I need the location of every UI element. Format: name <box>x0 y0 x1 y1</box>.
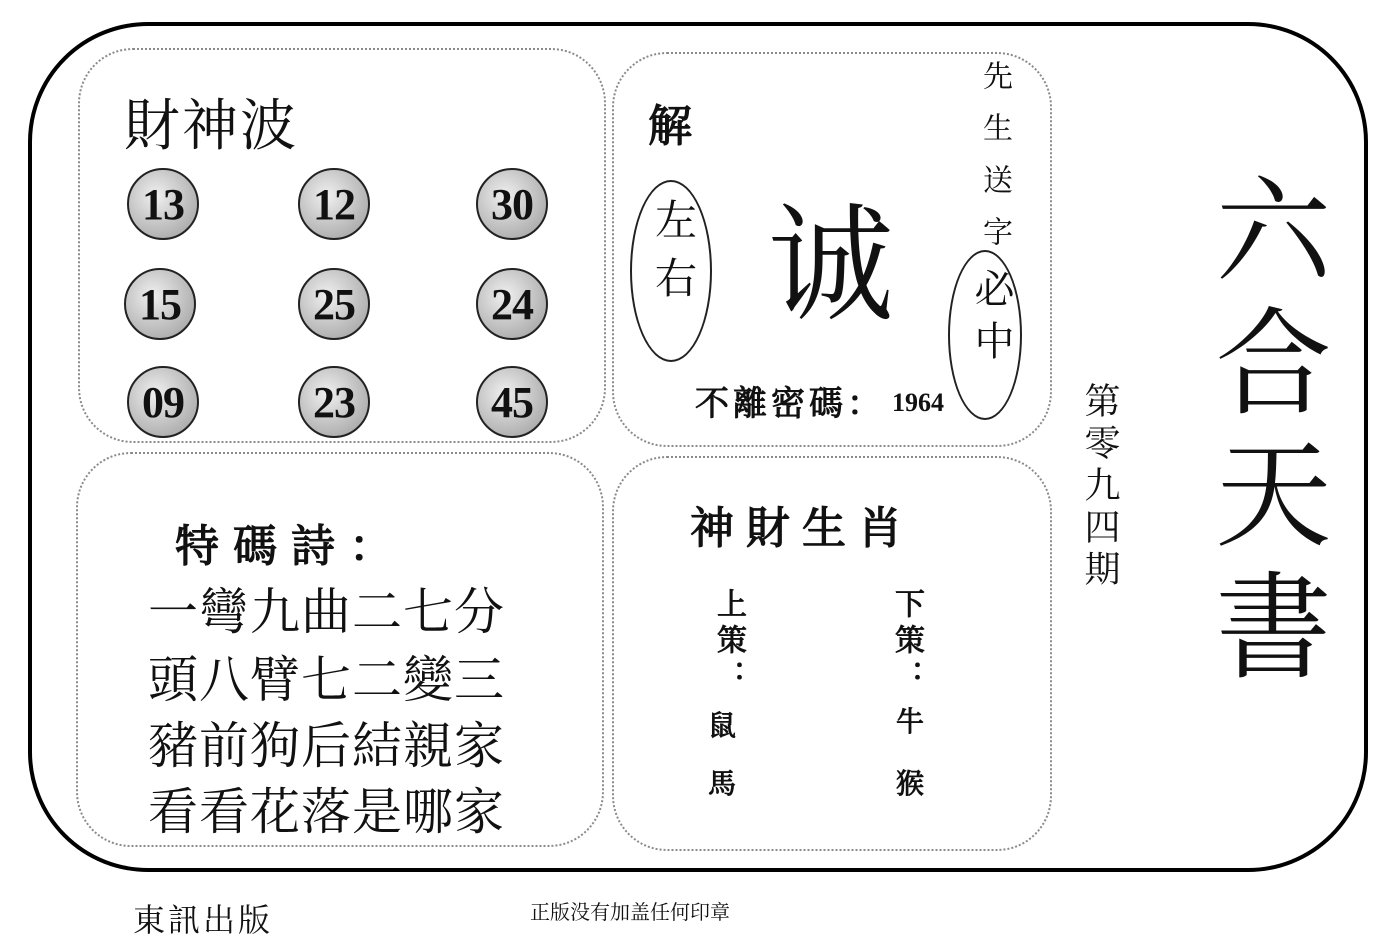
number-ball: 30 <box>476 168 548 240</box>
zodiac-value: 猴 <box>896 767 925 800</box>
secret-code-value: 1964 <box>892 388 944 417</box>
number-ball: 13 <box>127 168 199 240</box>
poem-line: 一彎九曲二七分 <box>148 583 505 641</box>
number-ball: 15 <box>124 268 196 340</box>
number-ball: 24 <box>476 268 548 340</box>
gift-text: 先生送字 <box>977 60 1012 268</box>
poem-title: 特碼詩： <box>175 521 407 572</box>
publisher: 東訊出版 <box>133 901 274 939</box>
number-ball: 09 <box>127 366 199 438</box>
poem-line: 看看花落是哪家 <box>148 783 505 841</box>
zodiac-value: 馬 <box>708 767 737 800</box>
upper-strategy-label: 上策： <box>711 588 746 696</box>
must-hit-text: 必中 <box>968 268 1014 372</box>
authenticity-note: 正版没有加盖任何印章 <box>530 900 730 924</box>
main-character: 诚 <box>768 192 894 339</box>
zodiac-value: 鼠 <box>708 709 737 742</box>
secret-code-label: 不離密碼： <box>695 384 885 424</box>
book-title: 六合天書 <box>1196 170 1331 698</box>
number-ball: 25 <box>298 268 370 340</box>
jie-label: 解 <box>648 101 692 152</box>
issue-number: 第零九四期 <box>1079 382 1120 592</box>
number-ball: 23 <box>298 366 370 438</box>
zodiac-title: 神財生肖 <box>690 503 914 554</box>
left-right-text: 左右 <box>649 198 698 314</box>
lower-strategy-label: 下策： <box>889 588 924 696</box>
poem-line: 豬前狗后結親家 <box>148 717 505 775</box>
poem-line: 頭八臂七二變三 <box>148 651 505 709</box>
zodiac-value: 牛 <box>896 705 925 738</box>
number-ball: 45 <box>476 366 548 438</box>
number-ball: 12 <box>298 168 370 240</box>
wealth-wave-title: 財神波 <box>124 94 298 159</box>
